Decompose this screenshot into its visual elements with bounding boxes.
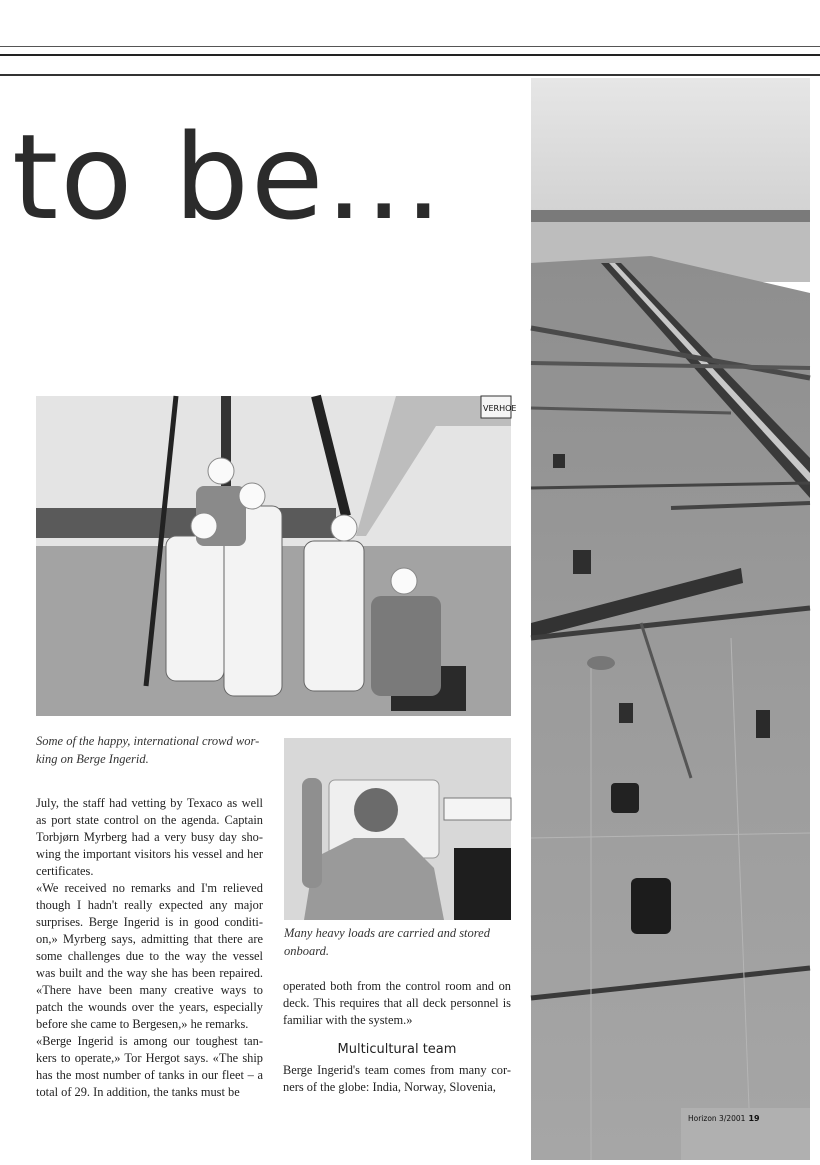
- header-rule-3: [0, 74, 820, 76]
- caption-line: Some of the happy, international crowd wor-: [36, 734, 260, 748]
- header-rule-2: [0, 54, 820, 56]
- body-paragraph: «Berge Ingerid is among our toughest tan-kers to operate,» Tor Hergot says. «The ship has the most number of tanks in our fleet – a total of 29. In addition, the tanks must be: [36, 1034, 263, 1099]
- crew-photo: [36, 396, 517, 716]
- crew-member-photo: [284, 738, 511, 920]
- caption-line: Many heavy loads are carried and stored: [284, 926, 490, 940]
- header-rule-1: [0, 46, 820, 47]
- body-paragraph: July, the staff had vetting by Texaco as well as port state control on the agenda. Captain Torbjørn Myrberg had a very busy day sho-wing the important visitors his vessel and her certificates.: [36, 796, 263, 878]
- page-folio: [688, 1114, 760, 1123]
- body-paragraph: Berge Ingerid's team comes from many cor-ners of the globe: India, Norway, Slovenia,: [283, 1063, 511, 1094]
- magazine-issue: Horizon 3/2001: [688, 1114, 746, 1123]
- body-paragraph: «We received no remarks and I'm relieved though I hadn't really expected any major surprises. Berge Ingerid is in good conditi-on,» Myrberg says, admitting that there are some challenges due to the way the vessel was built and the way she has been repaired. «There have been many creative ways to patch the wounds over the years, especially before she came to Bergesen,» he remarks.: [36, 881, 263, 1031]
- body-paragraph: operated both from the control room and on deck. This requires that all deck personnel is familiar with the system.»: [283, 979, 511, 1027]
- tanker-deck-illustration: [531, 78, 810, 1160]
- tanker-deck-photo: [531, 78, 810, 1160]
- page-header-band: [0, 0, 820, 78]
- crew-member-illustration: [284, 738, 511, 920]
- crew-photo-illustration: [36, 396, 517, 716]
- caption-line: king on Berge Ingerid.: [36, 752, 149, 766]
- page-number: 19: [748, 1114, 760, 1123]
- body-column-2: [283, 978, 511, 1096]
- crew-photo-caption: [36, 732, 264, 768]
- section-subhead: Multicultural team: [337, 1042, 457, 1057]
- caption-line: onboard.: [284, 944, 330, 958]
- body-column-1: [36, 795, 263, 1101]
- headline: to be...: [12, 108, 444, 246]
- crew-member-caption: [284, 924, 511, 960]
- photo-sign-text: VERHOE: [483, 404, 517, 413]
